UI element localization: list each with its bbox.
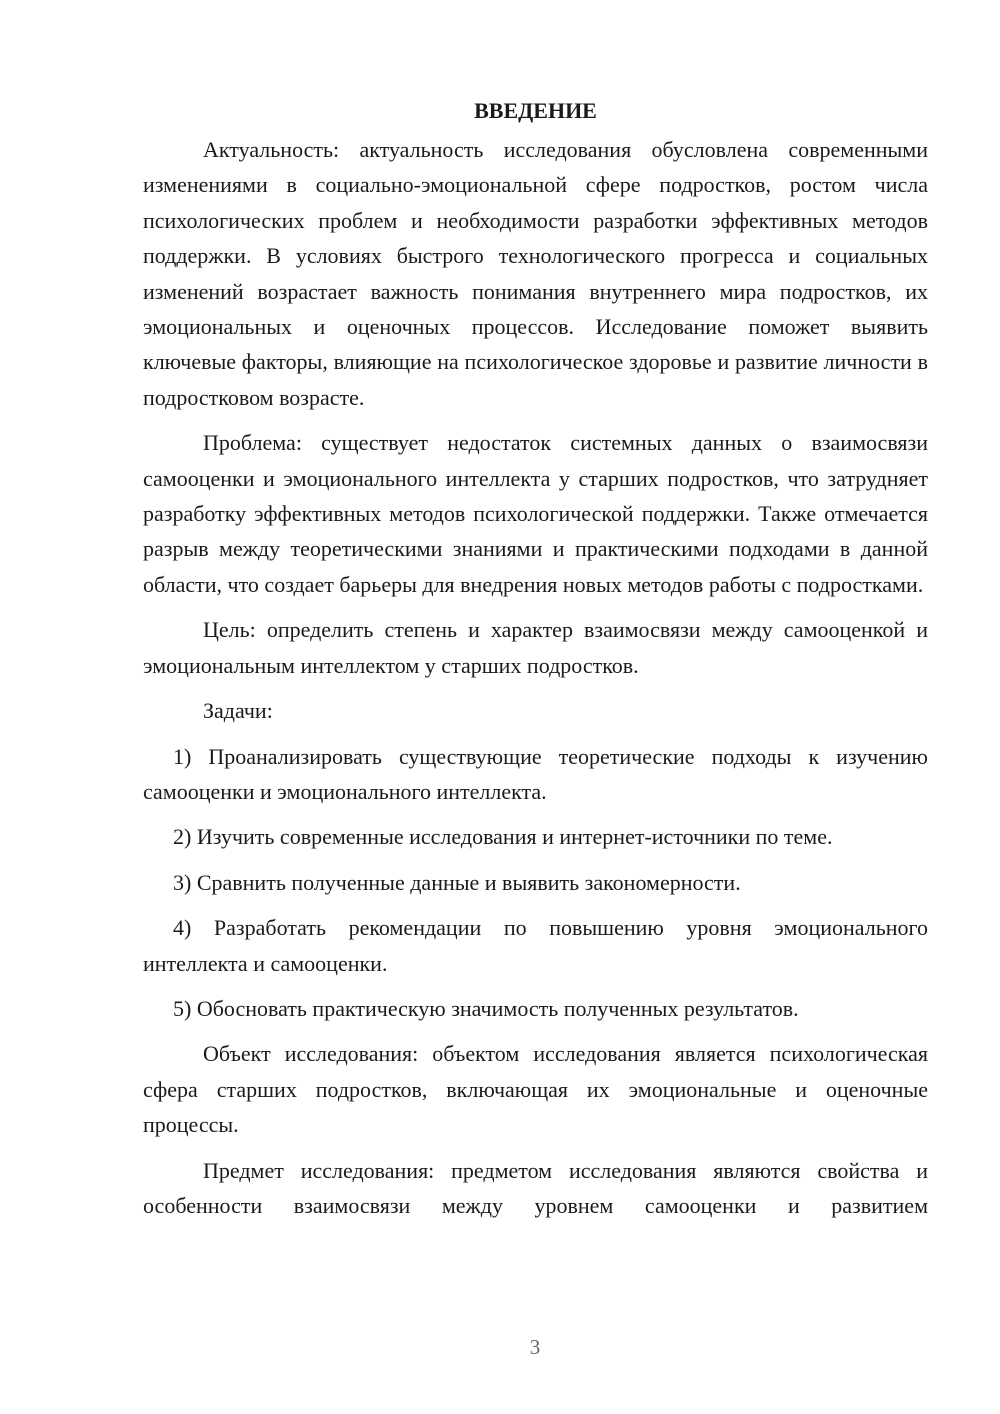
task-item-1: 1) Проанализировать существующие теоретические подходы к изучению самооценки и эмоционального интеллекта. — [143, 743, 928, 804]
goal-paragraph: Цель: определить степень и характер взаимосвязи между самооценкой и эмоциональным интеллектом у старших подростков. — [143, 617, 928, 678]
subject-paragraph: Предмет исследования: предметом исследования являются свойства и особенности взаимосвязи между уровнем самооценки и развитием — [143, 1157, 928, 1218]
document-page — [143, 96, 928, 1233]
task-item-5: 5) Обосновать практическую значимость полученных результатов. — [173, 995, 799, 1021]
task-item-4: 4) Разработать рекомендации по повышению уровня эмоционального интеллекта и самооценки. — [143, 915, 928, 976]
object-paragraph: Объект исследования: объектом исследования является психологическая сфера старших подростков, включающая их эмоциональные и оценочные процессы. — [143, 1041, 928, 1138]
task-item-3: 3) Сравнить полученные данные и выявить закономерности. — [173, 869, 741, 895]
relevance-paragraph: Актуальность: актуальность исследования обусловлена современными изменениями в социально-эмоциональной сфере подростков, ростом числа психологических проблем и необходимости разработки эффективных методов поддержки. В условиях быстрого технологического прогресса и социальных изменений возрастает важность понимания внутреннего мира подростков, их эмоциональных и оценочных процессов. Исследование поможет выявить ключевые факторы, влияющие на психологическое здоровье и развитие личности в подростковом возрасте. — [143, 137, 928, 410]
tasks-heading: Задачи: — [203, 698, 273, 724]
section-title: ВВЕДЕНИЕ — [474, 98, 597, 123]
problem-paragraph: Проблема: существует недостаток системных данных о взаимосвязи самооценки и эмоционального интеллекта у старших подростков, что затрудняет разработку эффективных методов психологической поддержки. Также отмечается разрыв между теоретическими знаниями и практическими подходами в данной области, что создает барьеры для внедрения новых методов работы с подростками. — [143, 430, 928, 597]
task-item-2: 2) Изучить современные исследования и интернет-источники по теме. — [173, 824, 833, 850]
page-number: 3 — [529, 1335, 541, 1359]
